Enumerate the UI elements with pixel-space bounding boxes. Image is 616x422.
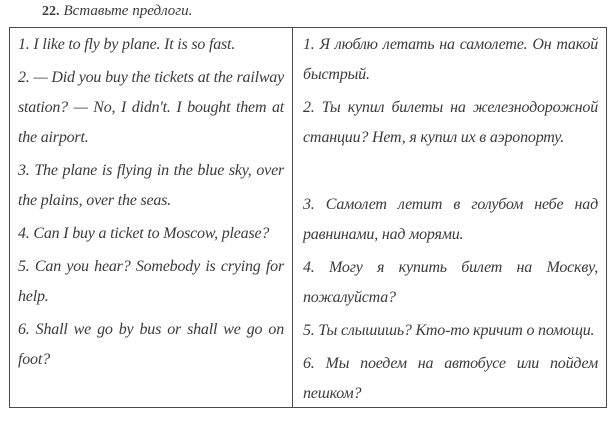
exercise-instruction: Вставьте предлоги. bbox=[63, 3, 193, 19]
english-sentence-6: 6. Shall we go by bus or shall we go on foot? bbox=[18, 321, 284, 368]
translation-table bbox=[9, 27, 607, 408]
english-sentence-1: 1. I like to fly by plane. It is so fast. bbox=[18, 36, 236, 53]
russian-sentence-2: 2. Ты купил билеты на железнодорожной станции? Нет, я купил их в аэропорту. bbox=[303, 99, 598, 146]
russian-sentence-5: 5. Ты слышишь? Кто-то кричит о помощи. bbox=[303, 322, 595, 339]
english-sentence-5: 5. Can you hear? Somebody is crying for help. bbox=[18, 258, 284, 305]
english-sentence-2: 2. — Did you buy the tickets at the railway station? — No, I didn't. I bought them at the airport. bbox=[18, 69, 284, 146]
russian-sentence-1: 1. Я люблю летать на самолете. Он такой быстрый. bbox=[303, 36, 598, 83]
exercise-title bbox=[42, 1, 192, 22]
english-column bbox=[10, 28, 292, 407]
russian-column bbox=[292, 28, 606, 407]
english-sentence-3: 3. The plane is flying in the blue sky, over the plains, over the seas. bbox=[18, 162, 284, 209]
exercise-number: 22. bbox=[42, 4, 60, 19]
russian-sentence-4: 4. Могу я купить билет на Москву, пожалуйста? bbox=[303, 259, 598, 306]
russian-sentence-6: 6. Мы поедем на автобусе или пойдем пешком? bbox=[303, 355, 598, 402]
english-sentence-4: 4. Can I buy a ticket to Moscow, please? bbox=[18, 225, 270, 242]
russian-sentence-3: 3. Самолет летит в голубом небе над равнинами, над морями. bbox=[303, 196, 598, 243]
